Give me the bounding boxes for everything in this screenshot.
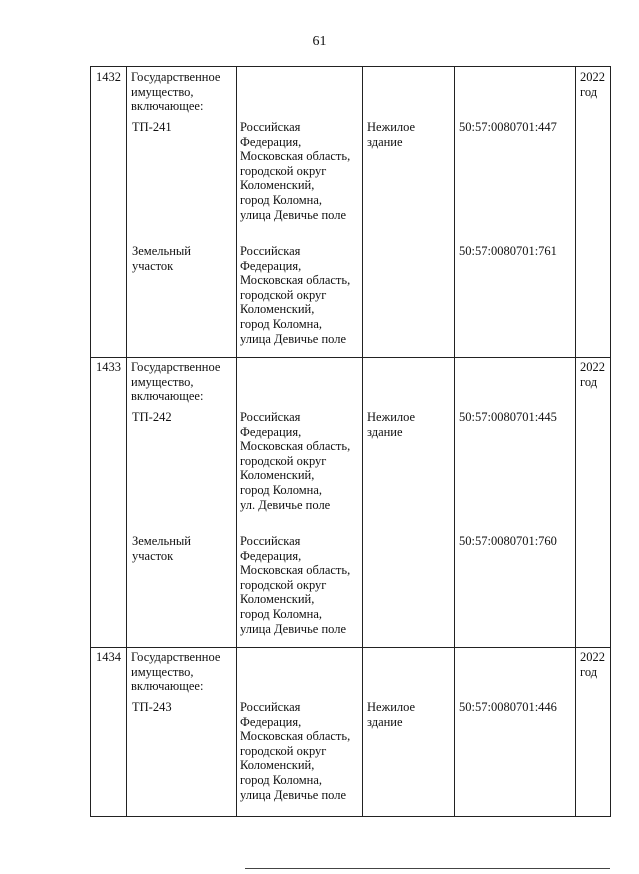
item-address: Московская область, bbox=[240, 273, 351, 288]
item-address: Московская область, bbox=[240, 149, 351, 164]
item-address: Российская bbox=[240, 534, 301, 548]
item-name: участок bbox=[132, 258, 174, 273]
item-name: ТП-242 bbox=[132, 410, 172, 424]
item-address: Федерация, bbox=[240, 548, 302, 563]
cadastral-number: 50:57:0080701:447 bbox=[459, 120, 557, 134]
item-address: Федерация, bbox=[240, 714, 302, 729]
year-cell: год bbox=[580, 84, 598, 99]
cadastral-number: 50:57:0080701:445 bbox=[459, 410, 557, 424]
group-heading: имущество, bbox=[131, 664, 194, 679]
item-address: Коломенский, bbox=[240, 302, 315, 317]
item-name: Земельный bbox=[132, 244, 191, 258]
item-type: Нежилое bbox=[367, 700, 416, 714]
item-address: Российская bbox=[240, 244, 301, 258]
item-address: город Коломна, bbox=[240, 483, 323, 497]
item-address: Московская область, bbox=[240, 729, 351, 744]
year-cell: 2022 bbox=[580, 70, 605, 84]
cadastral-number: 50:57:0080701:446 bbox=[459, 700, 557, 714]
group-heading: включающее: bbox=[131, 389, 204, 404]
item-address: город Коломна, bbox=[240, 317, 323, 331]
item-address: улица Девичье поле bbox=[240, 621, 347, 636]
item-address: Федерация, bbox=[240, 258, 302, 273]
group-heading: Государственное bbox=[131, 360, 221, 374]
column-divider bbox=[454, 67, 455, 816]
item-address: улица Девичье поле bbox=[240, 787, 347, 802]
item-address: Российская bbox=[240, 120, 301, 134]
cadastral-number: 50:57:0080701:761 bbox=[459, 244, 557, 258]
item-address: городской округ bbox=[240, 743, 327, 758]
item-name: Земельный bbox=[132, 534, 191, 548]
row-number: 1434 bbox=[96, 650, 121, 664]
item-address: город Коломна, bbox=[240, 193, 323, 207]
column-divider bbox=[126, 67, 127, 816]
year-cell: год bbox=[580, 374, 598, 389]
item-address: городской округ bbox=[240, 577, 327, 592]
item-address: улица Девичье поле bbox=[240, 331, 347, 346]
column-divider bbox=[236, 67, 237, 816]
item-name: ТП-241 bbox=[132, 120, 172, 134]
year-cell: 2022 bbox=[580, 650, 605, 664]
item-address: Российская bbox=[240, 410, 301, 424]
item-name: участок bbox=[132, 548, 174, 563]
property-table bbox=[90, 66, 611, 817]
item-address: городской округ bbox=[240, 453, 327, 468]
year-cell: 2022 bbox=[580, 360, 605, 374]
group-heading: имущество, bbox=[131, 84, 194, 99]
item-address: город Коломна, bbox=[240, 607, 323, 621]
row-number: 1432 bbox=[96, 70, 121, 84]
column-divider bbox=[362, 67, 363, 816]
item-address: Коломенский, bbox=[240, 468, 315, 483]
item-address: ул. Девичье поле bbox=[240, 497, 331, 512]
item-address: Российская bbox=[240, 700, 301, 714]
row-divider bbox=[91, 357, 610, 358]
item-address: Коломенский, bbox=[240, 592, 315, 607]
group-heading: Государственное bbox=[131, 650, 221, 664]
item-address: Московская область, bbox=[240, 563, 351, 578]
footer-rule bbox=[245, 868, 610, 869]
item-type: здание bbox=[367, 134, 403, 149]
item-type: Нежилое bbox=[367, 120, 416, 134]
item-address: улица Девичье поле bbox=[240, 207, 347, 222]
item-address: Коломенский, bbox=[240, 758, 315, 773]
page-number: 61 bbox=[312, 34, 327, 49]
item-address: Коломенский, bbox=[240, 178, 315, 193]
item-address: город Коломна, bbox=[240, 773, 323, 787]
group-heading: включающее: bbox=[131, 99, 204, 114]
item-address: городской округ bbox=[240, 287, 327, 302]
item-name: ТП-243 bbox=[132, 700, 172, 714]
item-type: Нежилое bbox=[367, 410, 416, 424]
cadastral-number: 50:57:0080701:760 bbox=[459, 534, 557, 548]
year-cell: год bbox=[580, 664, 598, 679]
item-address: Московская область, bbox=[240, 439, 351, 454]
group-heading: включающее: bbox=[131, 679, 204, 694]
item-type: здание bbox=[367, 714, 403, 729]
row-divider bbox=[91, 647, 610, 648]
column-divider bbox=[575, 67, 576, 816]
item-address: Федерация, bbox=[240, 424, 302, 439]
group-heading: имущество, bbox=[131, 374, 194, 389]
item-address: Федерация, bbox=[240, 134, 302, 149]
item-address: городской округ bbox=[240, 163, 327, 178]
row-number: 1433 bbox=[96, 360, 121, 374]
item-type: здание bbox=[367, 424, 403, 439]
group-heading: Государственное bbox=[131, 70, 221, 84]
